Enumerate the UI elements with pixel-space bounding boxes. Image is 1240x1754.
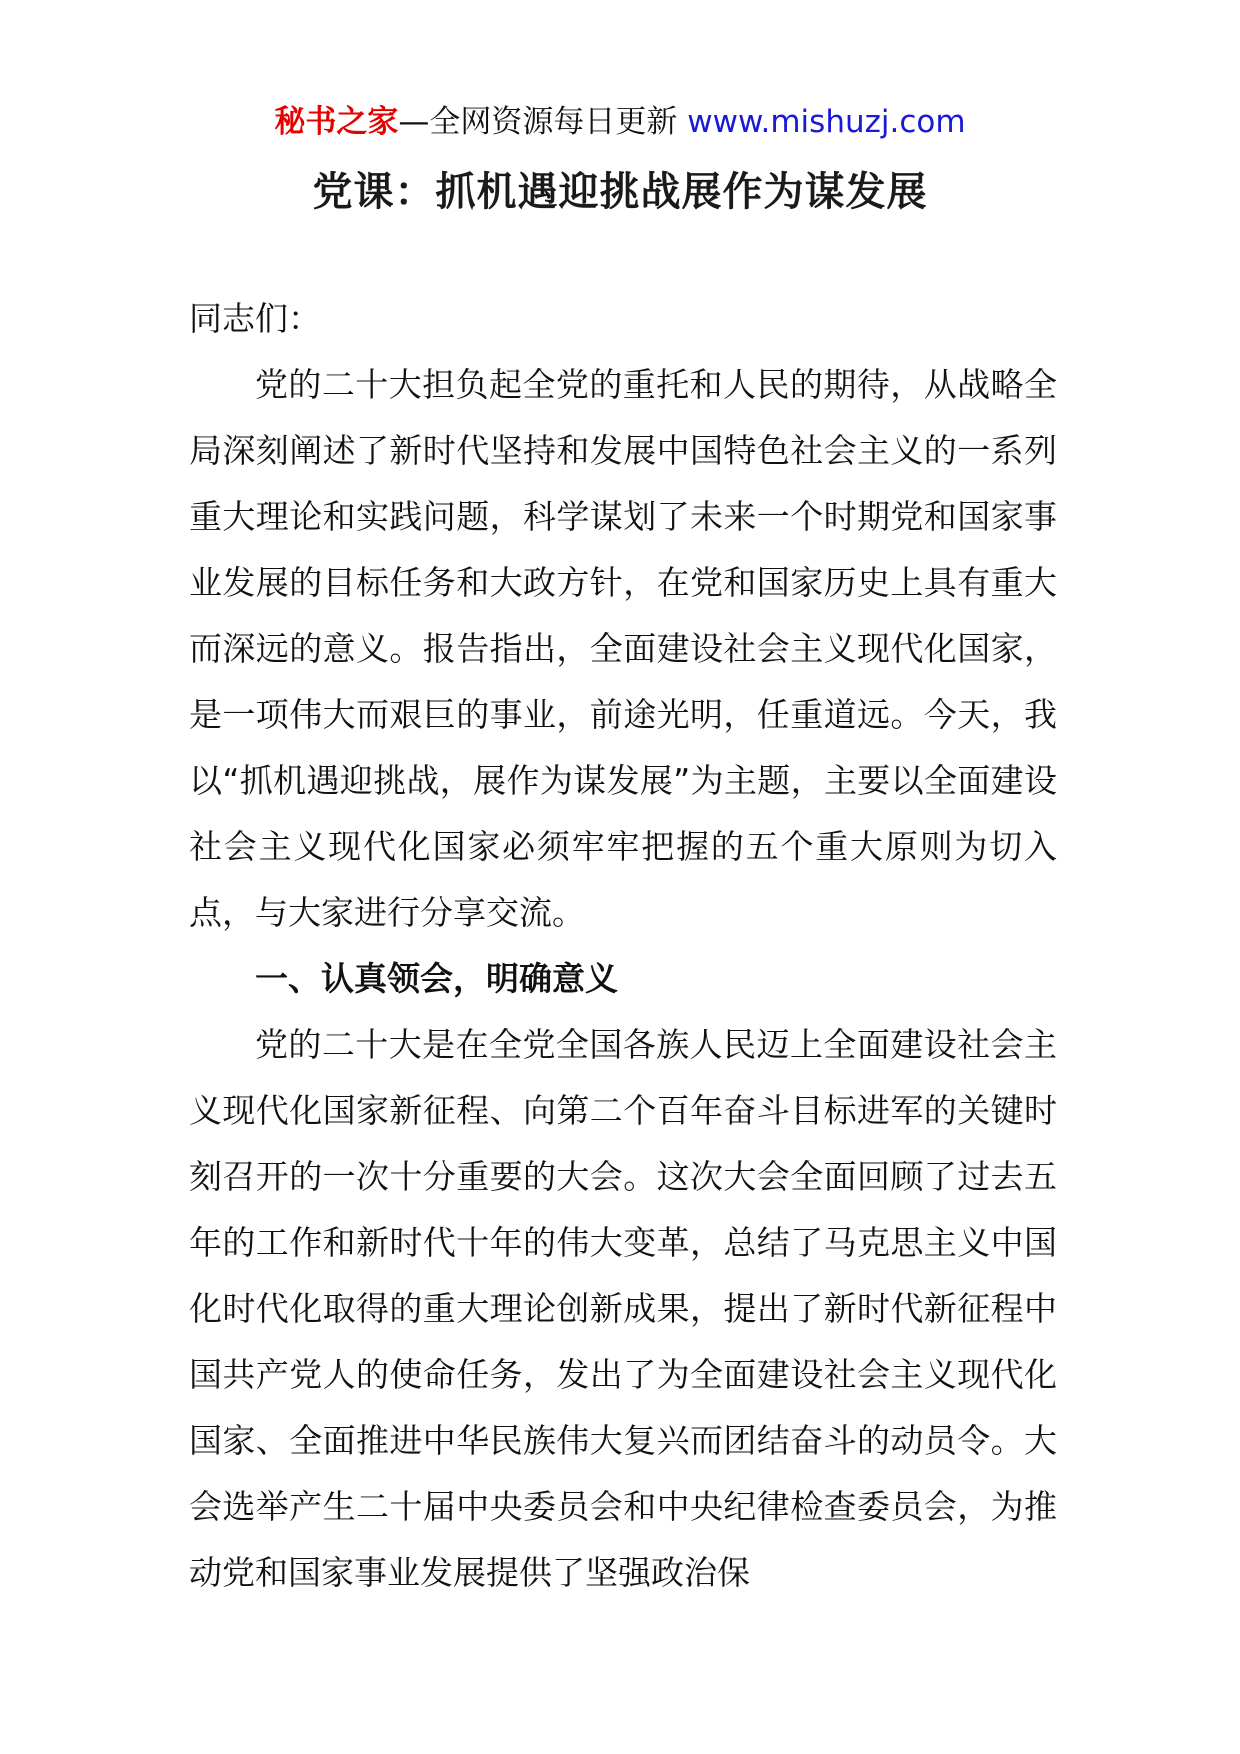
document-title: 党课：抓机遇迎挑战展作为谋发展 — [312, 169, 928, 215]
document-body — [189, 286, 1057, 1606]
section-heading-1: 一、认真领会，明确意义 — [255, 959, 618, 998]
site-header — [0, 100, 1240, 144]
intro-paragraph: 党的二十大担负起全党的重托和人民的期待，从战略全局深刻阐述了新时代坚持和发展中国特色社会主义的一系列重大理论和实践问题，科学谋划了未来一个时期党和国家事业发展的目标任务和大政方针，在党和国家历史上具有重大而深远的意义。报告指出，全面建设社会主义现代化国家，是一项伟大而艰巨的事业，前途光明，任重道远。今天，我以“抓机遇迎挑战，展作为谋发展”为主题，主要以全面建设社会主义现代化国家必须牢牢把握的五个重大原则为切入点，与大家进行分享交流。 — [189, 365, 1057, 932]
salutation: 同志们： — [189, 299, 321, 338]
site-url-link[interactable]: www.mishuzj.com — [687, 104, 966, 140]
brand-name: 秘书之家 — [274, 104, 399, 140]
header-slogan: —全网资源每日更新 — [398, 104, 688, 140]
section-1-paragraph: 党的二十大是在全党全国各族人民迈上全面建设社会主义现代化国家新征程、向第二个百年奋斗目标进军的关键时刻召开的一次十分重要的大会。这次大会全面回顾了过去五年的工作和新时代十年的伟大变革，总结了马克思主义中国化时代化取得的重大理论创新成果，提出了新时代新征程中国共产党人的使命任务，发出了为全面建设社会主义现代化国家、全面推进中华民族伟大复兴而团结奋斗的动员令。大会选举产生二十届中央委员会和中央纪律检查委员会，为推动党和国家事业发展提供了坚强政治保 — [189, 1025, 1057, 1592]
